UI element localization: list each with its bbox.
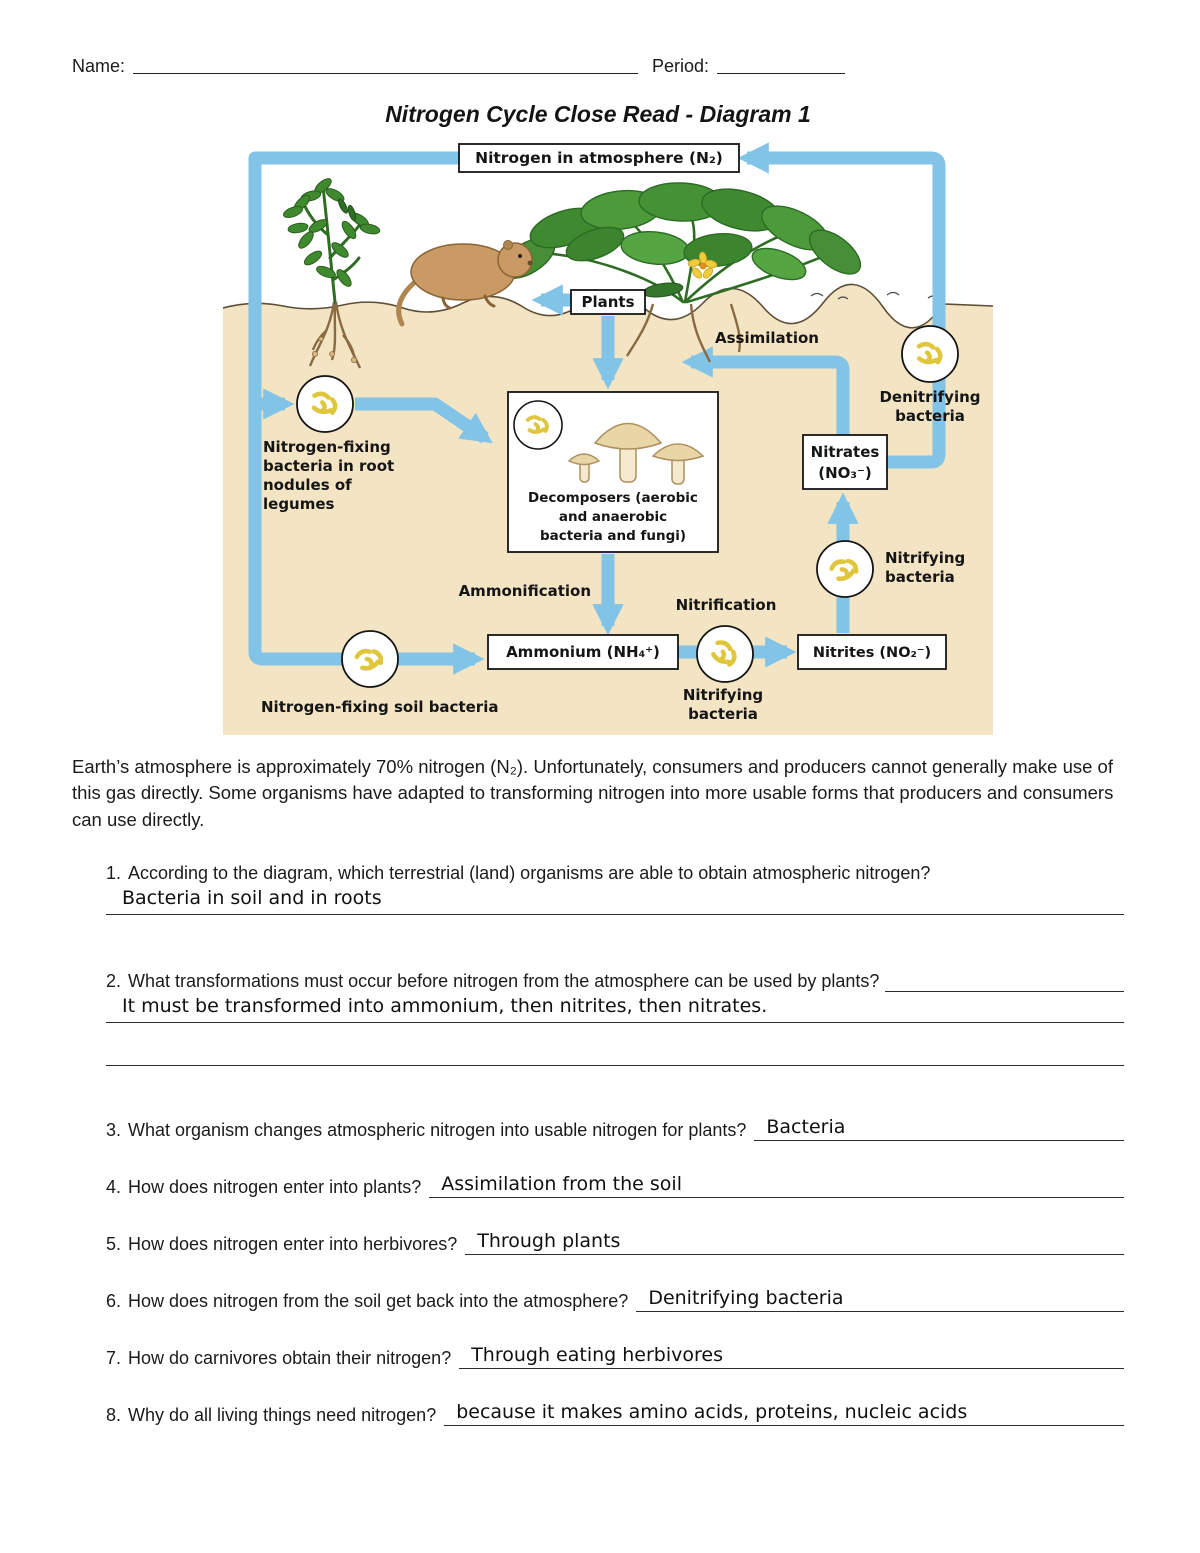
- label-nitrifying-right-2: bacteria: [885, 568, 955, 586]
- name-period-row: [72, 56, 1124, 77]
- label-assimilation: Assimilation: [715, 329, 819, 347]
- decomposer-bacteria-circle: [514, 401, 562, 449]
- q2-number: 2.: [106, 970, 122, 991]
- label-nfix-root-1: Nitrogen-fixing: [263, 438, 391, 456]
- label-nfix-root-3: nodules of: [263, 476, 352, 494]
- period-label: Period:: [652, 56, 710, 76]
- q5-answer-field[interactable]: [465, 1230, 1124, 1255]
- q6-number: 6.: [106, 1290, 122, 1311]
- q7-text: How do carnivores obtain their nitrogen?: [128, 1347, 452, 1368]
- q6-answer-text: Denitrifying bacteria: [648, 1286, 844, 1309]
- soil-bacteria-circle: [342, 631, 398, 687]
- nitrifying-bacteria-circle-lower: [697, 626, 753, 682]
- animal-head: [498, 243, 532, 277]
- period-field[interactable]: [717, 73, 845, 74]
- q7-answer-field[interactable]: [459, 1344, 1124, 1369]
- decomposers-box: [508, 392, 718, 552]
- label-ammonification: Ammonification: [458, 582, 591, 600]
- denitrifying-bacteria-circle: [902, 326, 958, 382]
- atmosphere-box: [459, 144, 739, 172]
- label-nitrifying-lower-1: Nitrifying: [682, 686, 764, 704]
- animal-ear: [504, 241, 513, 250]
- q7-answer-text: Through eating herbivores: [471, 1343, 723, 1366]
- q4-answer-field[interactable]: [429, 1173, 1124, 1198]
- label-nitrites: Nitrites (NO₂⁻): [812, 645, 932, 661]
- q2-answer-field[interactable]: [106, 992, 1124, 1023]
- question-4: [106, 1173, 1124, 1198]
- animal-eye: [518, 254, 522, 258]
- q2-extra-answer-line[interactable]: [106, 1023, 1124, 1066]
- q2-trailing-blank[interactable]: [885, 991, 1124, 992]
- name-field[interactable]: [133, 73, 638, 74]
- question-5: [106, 1230, 1124, 1255]
- ammonium-box: [488, 635, 678, 669]
- q3-answer-text: Bacteria: [766, 1115, 846, 1138]
- intro-paragraph: Earth’s atmosphere is approximately 70% nitrogen (N₂). Unfortunately, consumers and producers cannot generally make use of this gas directly. Some organisms have adapted to transforming nitrogen into more usable forms that producers and consumers can use directly.: [72, 756, 1114, 830]
- q8-number: 8.: [106, 1404, 122, 1425]
- q4-answer-text: Assimilation from the soil: [441, 1172, 682, 1195]
- q5-text: How does nitrogen enter into herbivores?: [128, 1233, 458, 1254]
- question-1: [106, 863, 1124, 915]
- label-nfix-root-4: legumes: [263, 495, 335, 513]
- animal-nose: [528, 261, 533, 266]
- question-2: [106, 971, 1124, 1066]
- q6-answer-field[interactable]: [636, 1287, 1124, 1312]
- q2-text: What transformations must occur before nitrogen from the atmosphere can be used by plants?: [128, 970, 880, 991]
- label-decomposers-1: Decomposers (aerobic: [528, 490, 698, 506]
- label-nfix-soil: Nitrogen-fixing soil bacteria: [261, 698, 499, 716]
- q8-answer-field[interactable]: [444, 1401, 1124, 1426]
- nitrogen-cycle-diagram: [223, 140, 1124, 740]
- q2-answer-text: It must be transformed into ammonium, then nitrites, then nitrates.: [122, 994, 768, 1017]
- question-3: [106, 1116, 1124, 1141]
- label-nitrates-1: Nitrates: [810, 443, 880, 461]
- label-plants: Plants: [581, 293, 635, 311]
- q8-answer-text: because it makes amino acids, proteins, nucleic acids: [456, 1400, 968, 1423]
- name-label: Name:: [72, 56, 126, 76]
- label-nitrifying-right-1: Nitrifying: [885, 549, 966, 567]
- q1-number: 1.: [106, 862, 122, 883]
- q8-text: Why do all living things need nitrogen?: [128, 1404, 437, 1425]
- q1-text: According to the diagram, which terrestrial (land) organisms are able to obtain atmospheric nitrogen?: [128, 862, 931, 883]
- label-denitrifying-2: bacteria: [895, 407, 965, 425]
- q3-answer-field[interactable]: [754, 1116, 1124, 1141]
- q3-text: What organism changes atmospheric nitrogen into usable nitrogen for plants?: [128, 1119, 747, 1140]
- q3-number: 3.: [106, 1119, 122, 1140]
- label-atmosphere: Nitrogen in atmosphere (N₂): [475, 149, 723, 167]
- questions-section: [106, 863, 1124, 1426]
- q5-number: 5.: [106, 1233, 122, 1254]
- nitrates-box: [803, 435, 887, 489]
- question-7: [106, 1344, 1124, 1369]
- plants-box: [571, 290, 645, 314]
- label-nitrates-2: (NO₃⁻): [818, 464, 872, 482]
- q1-answer-text: Bacteria in soil and in roots: [122, 886, 382, 909]
- q4-text: How does nitrogen enter into plants?: [128, 1176, 422, 1197]
- q4-number: 4.: [106, 1176, 122, 1197]
- label-decomposers-2: and anaerobic: [558, 509, 668, 525]
- root-nodule-bacteria-circle: [297, 376, 353, 432]
- page-title: Nitrogen Cycle Close Read - Diagram 1: [385, 101, 811, 127]
- q5-answer-text: Through plants: [477, 1229, 621, 1252]
- nitrogen-cycle-svg: [223, 140, 993, 735]
- label-denitrifying-1: Denitrifying: [879, 388, 981, 406]
- label-nitrification: Nitrification: [675, 596, 777, 614]
- q7-number: 7.: [106, 1347, 122, 1368]
- label-nitrifying-lower-2: bacteria: [688, 705, 758, 723]
- question-6: [106, 1287, 1124, 1312]
- label-nfix-root-2: bacteria in root: [263, 457, 395, 475]
- q1-answer-field[interactable]: [106, 884, 1124, 915]
- label-ammonium: Ammonium (NH₄⁺): [506, 643, 660, 661]
- label-decomposers-3: bacteria and fungi): [539, 528, 687, 544]
- nitrites-box: [798, 635, 946, 669]
- nitrifying-bacteria-circle-right: [817, 541, 873, 597]
- question-8: [106, 1401, 1124, 1426]
- q6-text: How does nitrogen from the soil get back into the atmosphere?: [128, 1290, 629, 1311]
